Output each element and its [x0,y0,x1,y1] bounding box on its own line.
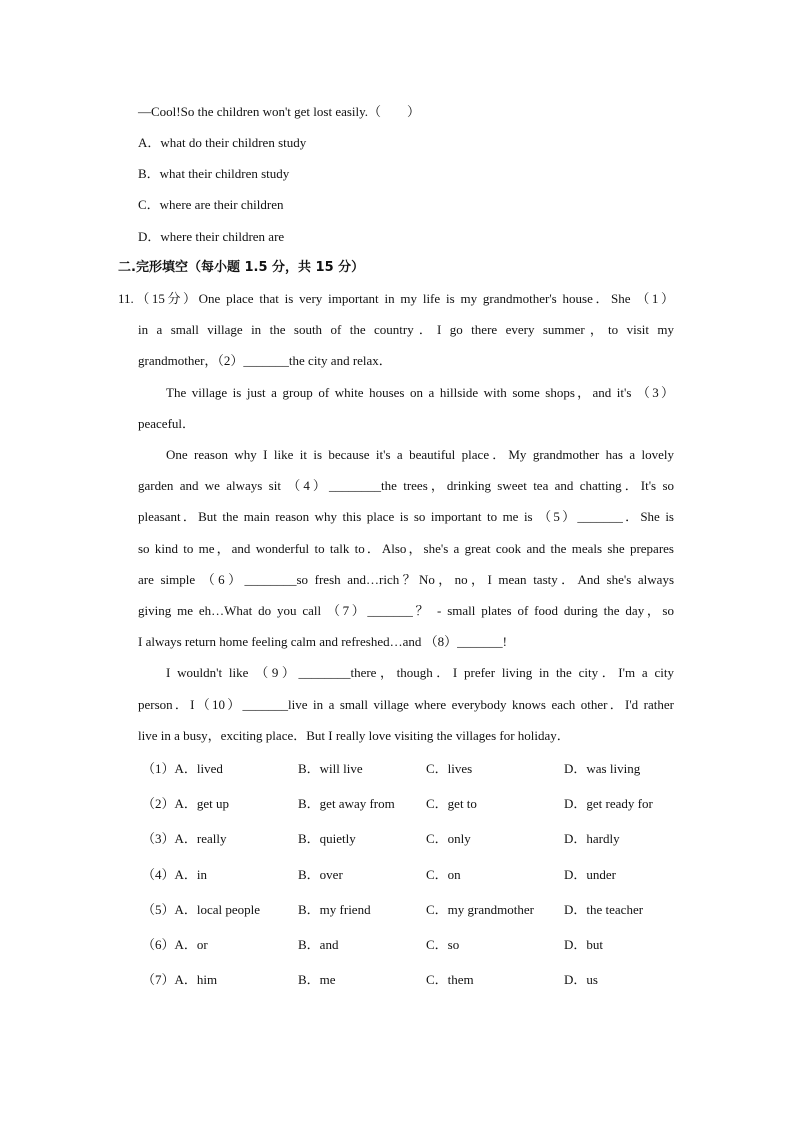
choice-7-c: C．them [426,972,474,987]
passage-line: The village is just a group of white houses on a hillside with some shops，and it's （3） [166,385,674,400]
question-stem: —Cool!So the children won't get lost easily.（ ） [138,104,421,119]
option-b: B．what their children study [138,166,290,181]
choice-4-a: （4）A．in [142,867,208,882]
choice-5-a: （5）A．local people [142,902,261,917]
choice-7-b: B．me [298,972,336,987]
passage-line: pleasant．But the main reason why this place is so important to me is （5）_______．She is [138,509,674,524]
passage-line: person．I（10）_______live in a small village where everybody knows each other．I'd rather [138,697,674,712]
choice-1-a: （1）A．lived [142,761,223,776]
choice-1-d: D．was living [564,761,641,776]
choice-2-a: （2）A．get up [142,796,230,811]
passage-line: in a small village in the south of the country．I go there every summer，to visit my [138,322,675,337]
choice-4-b: B．over [298,867,343,882]
choice-4-d: D．under [564,867,616,882]
passage-line: garden and we always sit （4）________the trees，drinking sweet tea and chatting．It's so [138,478,674,493]
passage-line: live in a busy，exciting place．But I really love visiting the villages for holiday． [138,728,570,743]
choice-2-b: B．get away from [298,796,395,811]
choice-6-a: （6）A．or [142,937,208,952]
choice-3-b: B．quietly [298,831,356,846]
choice-5-b: B．my friend [298,902,371,917]
choice-6-d: D．but [564,937,604,952]
choice-3-d: D．hardly [564,831,620,846]
passage-line: so kind to me，and wonderful to talk to．Also，she's a great cook and the meals she prepares [138,541,674,556]
choice-4-c: C．on [426,867,461,882]
choice-1-c: C．lives [426,761,473,776]
choice-6-c: C．so [426,937,460,952]
passage-line: One reason why I like it is because it's a beautiful place．My grandmother has a lovely [166,447,674,462]
passage-line: I always return home feeling calm and refreshed…and （8）_______! [138,634,507,649]
choice-2-d: D．get ready for [564,796,653,811]
choice-5-d: D．the teacher [564,902,644,917]
passage-line: peaceful． [138,416,196,431]
passage-line: are simple （6）________so fresh and…rich？No，no，I mean tasty．And she's always [138,572,674,587]
option-d: D．where their children are [138,229,285,244]
choice-3-a: （3）A．really [142,831,227,846]
section-heading: 二.完形填空（每小题 1.5 分，共 15 分） [118,260,365,275]
choice-5-c: C．my grandmother [426,902,534,917]
choice-7-a: （7）A．him [142,972,218,987]
choice-2-c: C．get to [426,796,477,811]
passage-line: grandmother，（2）_______the city and relax． [138,353,392,368]
choice-3-c: C．only [426,831,471,846]
choice-6-b: B．and [298,937,339,952]
passage-line: 11.（15分）One place that is very important in my life is my grandmother's house．She （1） [118,291,674,306]
option-a: A．what do their children study [138,135,307,150]
passage-line: giving me eh…What do you call （7）_______？ - small plates of food during the day，so [138,603,674,618]
passage-line: I wouldn't like （9）________there，though．I prefer living in the city．I'm a city [166,665,674,680]
choice-1-b: B．will live [298,761,363,776]
choice-7-d: D．us [564,972,598,987]
option-c: C．where are their children [138,197,284,212]
